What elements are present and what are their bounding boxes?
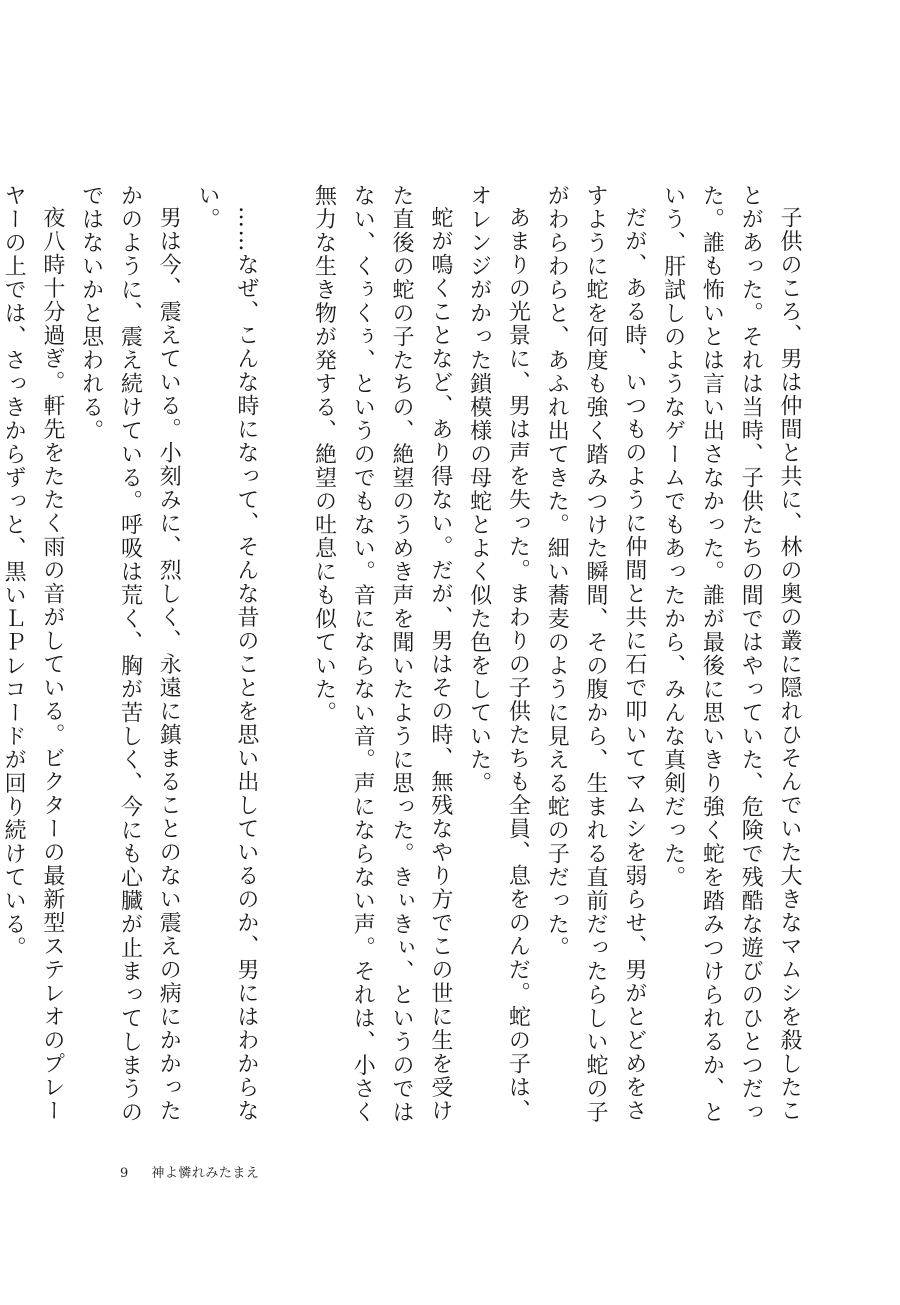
- running-title: 神よ憐れみたまえ: [151, 1166, 260, 1181]
- blank-line: [265, 184, 304, 1124]
- paragraph: だが、ある時、いつものように仲間と共に石で叩いてマムシを弱らせ、男がとどめをさすように蛇を何度も強く踏みつけた瞬間、その腹から、生まれる直前だったらしい蛇の子がわらわらと、あふれ出てきた。細い蕎麦のように見える蛇の子だった。: [544, 184, 647, 1124]
- paragraph: 子供のころ、男は仲間と共に、林の奥の叢に隠れひそんでいた大きなマムシを殺したことがあった。それは当時、子供たちの間ではやっていた、危険で残酷な遊びのひとつだった。誰も怖いとは言い出さなかった。誰が最後に思いきり強く蛇を踏みつけられるか、という、肝試しのようなゲームでもあったから、みんな真剣だった。: [660, 184, 802, 1124]
- paragraph: 蛇が鳴くことなど、あり得ない。だが、男はその時、無残なやり方でこの世に生を受けた直後の蛇の子たちの、絶望のうめき声を聞いたように思った。きぃきぃ、というのではない、くぅくぅ、というのでもない。音にならない音。声にならない声。それは、小さく無力な生き物が発する、絶望の吐息にも似ていた。: [311, 184, 453, 1124]
- paragraph: 夜八時十分過ぎ。軒先をたたく雨の音がしている。ビクターの最新型ステレオのプレーヤーの上では、さっきからずっと、黒いＬＰレコードが回り続けている。: [1, 184, 65, 1123]
- page-footer: [120, 1162, 259, 1181]
- page-number: 9: [120, 1166, 129, 1181]
- paragraph: 男は今、震えている。小刻みに、烈しく、永遠に鎮まることのない震えの病にかかったかのように、震え続けている。呼吸は荒く、胸が苦しく、今にも心臓が止まってしまうのではないかと思われる。: [78, 184, 182, 1124]
- paragraph: ……なぜ、こんな時になって、そんな昔のことを思い出しているのか、男にはわからない。: [195, 184, 259, 1123]
- vertical-text-body: [1, 184, 808, 1124]
- paragraph: あまりの光景に、男は声を失った。まわりの子供たちも全員、息をのんだ。蛇の子は、オレンジがかった鎖模様の母蛇とよく似た色をしていた。: [466, 184, 531, 1123]
